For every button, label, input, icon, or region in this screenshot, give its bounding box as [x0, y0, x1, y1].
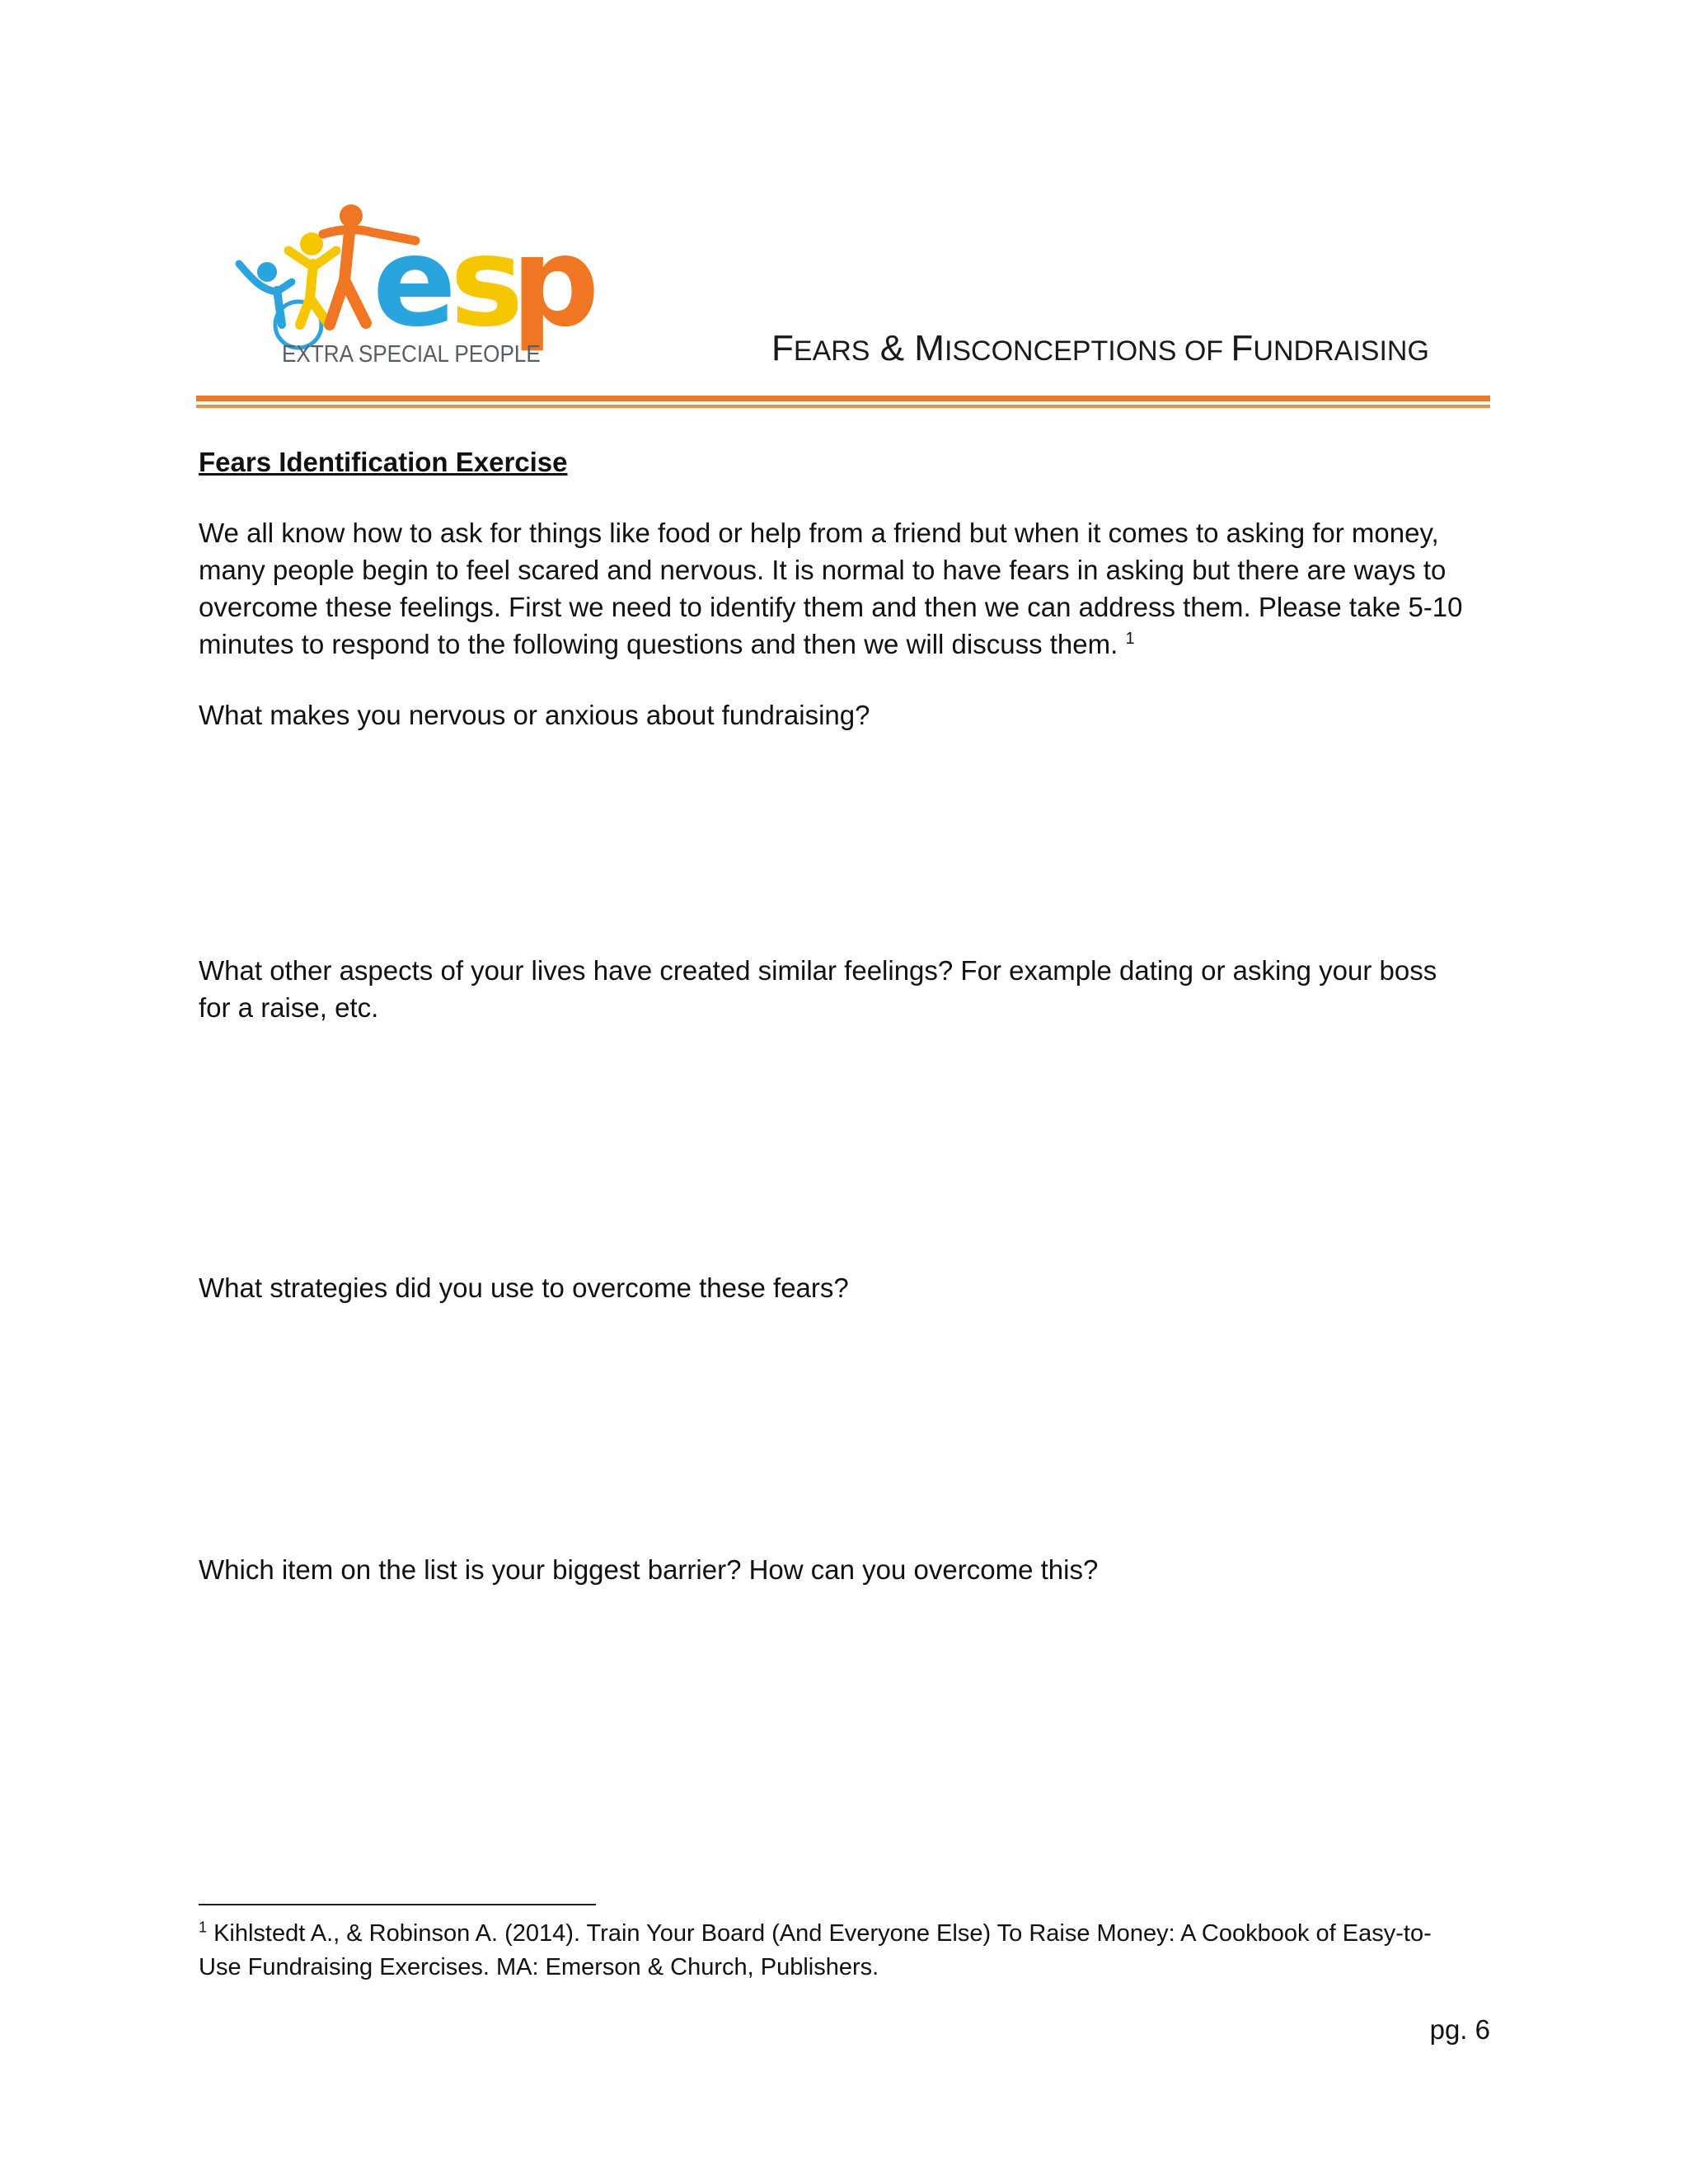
intro-line: minutes to respond to the following questions and then we will discuss them. $^1$: [199, 629, 1135, 659]
question-text: for a raise, etc.: [199, 992, 379, 1023]
esp-logo: [234, 201, 621, 374]
svg-text:p: p: [511, 211, 595, 354]
page-number: pg. 6: [1429, 2014, 1490, 2045]
footnote: [199, 1917, 1501, 1985]
logo-tagline: EXTRA SPECIAL PEOPLE: [282, 341, 541, 368]
intro-paragraph: [199, 514, 1501, 663]
header-rule-thin: [196, 405, 1490, 408]
title-part: ISCONCEPTIONS OF: [944, 335, 1231, 367]
title-part: &: [870, 328, 915, 368]
footnote-line: $^1$ Kihlstedt A., & Robinson A. (2014). Train Your Board (And Everyone Else) To Raise Money: A Cookbook of Easy-to-: [199, 1919, 1432, 1947]
svg-text:e: e: [373, 211, 452, 354]
intro-line: many people begin to feel scared and nervous. It is normal to have fears in asking but there are ways to: [199, 555, 1447, 585]
title-part: M: [914, 328, 945, 368]
intro-line: We all know how to ask for things like food or help from a friend but when it comes to asking for money,: [199, 518, 1439, 548]
footnote-ref[interactable]: 1: [1125, 630, 1135, 648]
intro-line: overcome these feelings. First we need to identify them and then we can address them. Please take 5-10: [199, 592, 1463, 622]
question-1: [199, 696, 1501, 733]
title-part: F: [1231, 328, 1254, 368]
question-text: Which item on the list is your biggest barrier? How can you overcome this?: [199, 1554, 1099, 1585]
question-2: [199, 952, 1501, 1026]
page-title: [771, 328, 1429, 369]
header-rule-thick: [196, 396, 1490, 401]
question-4: [199, 1551, 1501, 1588]
footnote-marker: 1: [199, 1919, 208, 1936]
question-text: What other aspects of your lives have created similar feelings? For example dating or asking your boss: [199, 955, 1437, 986]
question-text: What strategies did you use to overcome these fears?: [199, 1272, 849, 1303]
title-part: EARS: [793, 335, 870, 367]
footnote-line: Use Fundraising Exercises. MA: Emerson & Church, Publishers.: [199, 1954, 879, 1980]
title-part: F: [771, 328, 794, 368]
footnote-separator: [199, 1904, 596, 1905]
title-part: UNDRAISING: [1253, 335, 1429, 367]
section-heading: Fears Identification Exercise: [199, 447, 568, 477]
question-3: [199, 1269, 1501, 1306]
svg-text:s: s: [450, 211, 519, 354]
question-text: What makes you nervous or anxious about fundraising?: [199, 700, 870, 730]
